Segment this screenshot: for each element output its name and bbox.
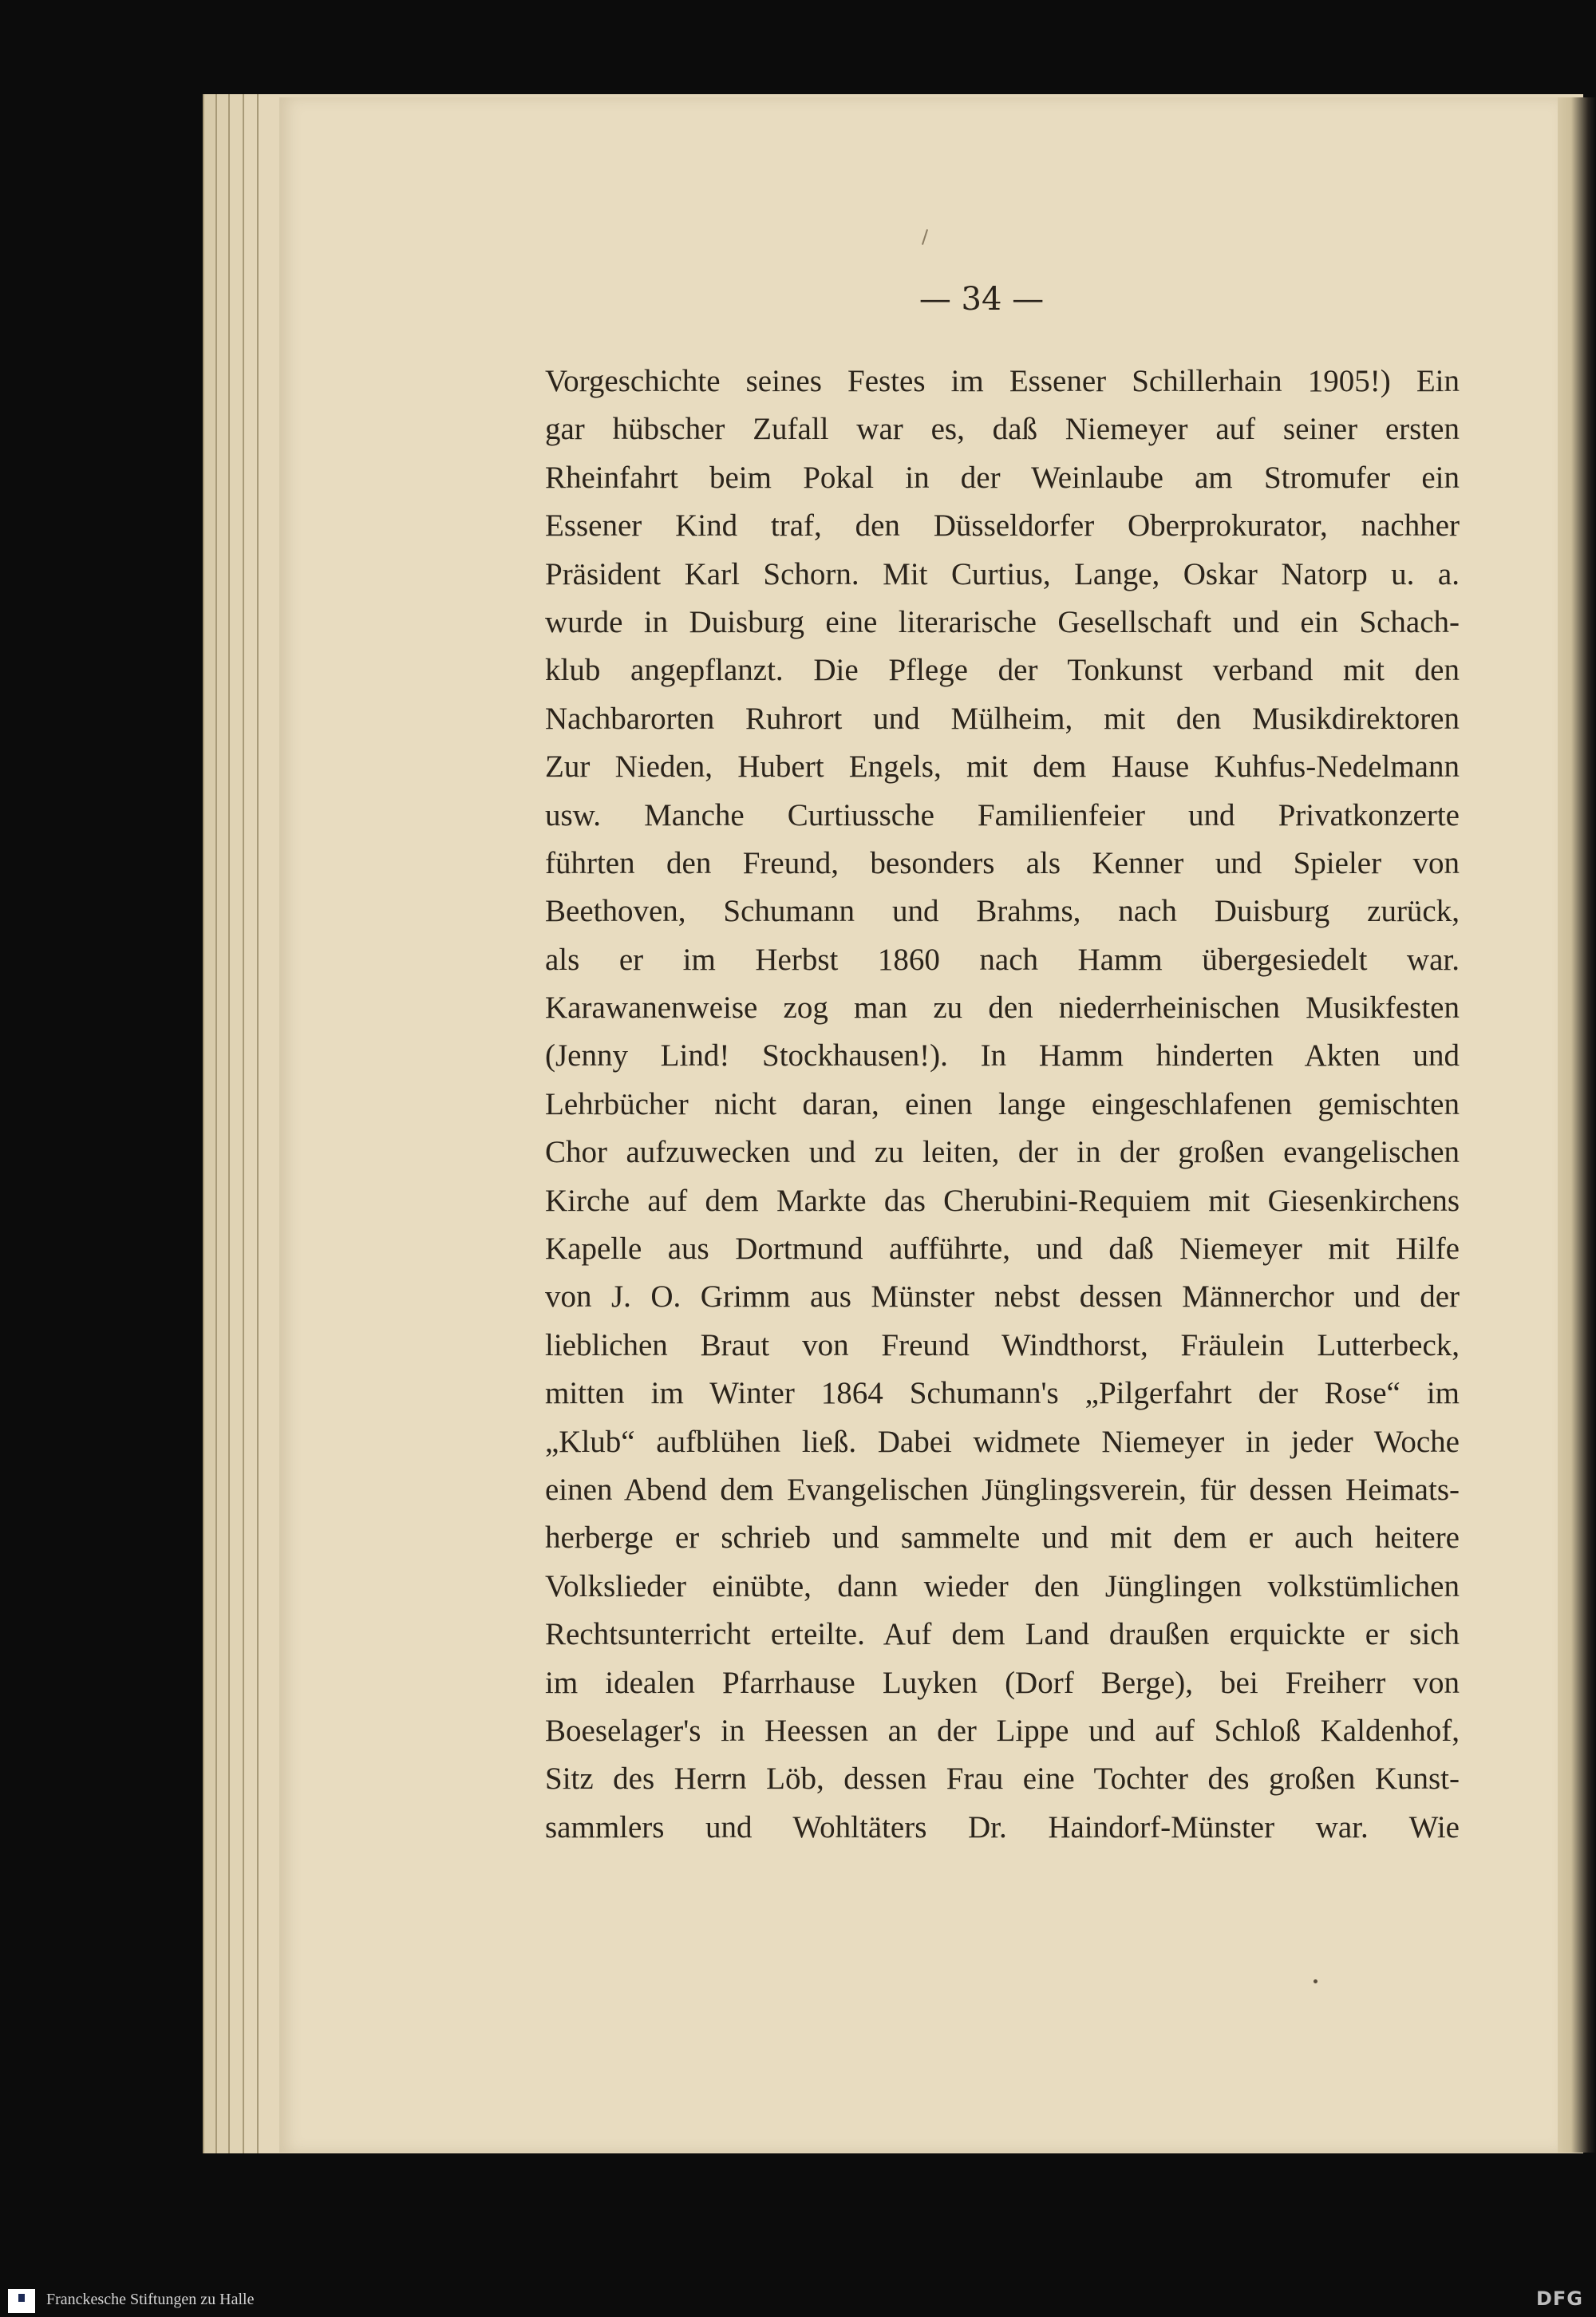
text-line: Zur Nieden, Hubert Engels, mit dem Hause Kuhfus-Nedelmann: [545, 749, 1460, 785]
ink-speck: [1314, 1979, 1317, 1983]
institution-logo-icon: [8, 2289, 35, 2313]
institution-name: Franckesche Stiftungen zu Halle: [46, 2291, 255, 2308]
text-line: führten den Freund, besonders als Kenner und Spieler von: [545, 845, 1460, 880]
text-line: einen Abend dem Evangelischen Jünglingsverein, für dessen Heimats-: [545, 1472, 1460, 1507]
text-line: Nachbarorten Ruhrort und Mülheim, mit den Musikdirektoren: [545, 701, 1460, 736]
text-line: Vorgeschichte seines Festes im Essener Schillerhain 1905!) Ein: [545, 364, 1460, 398]
text-line: Sitz des Herrn Löb, dessen Frau eine Tochter des großen Kunst-: [545, 1761, 1460, 1797]
text-line: Präsident Karl Schorn. Mit Curtius, Lange, Oskar Natorp u. a.: [545, 556, 1460, 591]
text-line: „Klub“ aufblühen ließ. Dabei widmete Niemeyer in jeder Woche: [545, 1424, 1460, 1459]
text-line: Rheinfahrt beim Pokal in der Weinlaube am Stromufer ein: [545, 460, 1460, 495]
footer-bar: [0, 2283, 1596, 2317]
text-line: Essener Kind traf, den Düsseldorfer Oberprokurator, nachher: [545, 508, 1460, 544]
text-line: Kapelle aus Dortmund aufführte, und daß Niemeyer mit Hilfe: [545, 1232, 1460, 1267]
text-line: Chor aufzuwecken und zu leiten, der in der großen evangelischen: [545, 1135, 1460, 1170]
text-line: Kirche auf dem Markte das Cherubini-Requiem mit Giesenkirchens: [545, 1183, 1460, 1218]
text-line: gar hübscher Zufall war es, daß Niemeyer auf seiner ersten: [545, 412, 1460, 447]
text-line: Volkslieder einübte, dann wieder den Jünglingen volkstümlichen: [545, 1568, 1460, 1603]
text-line: Lehrbücher nicht daran, einen lange eingeschlafenen gemischten: [545, 1086, 1460, 1121]
page-number: — 34 —: [918, 281, 1045, 318]
text-line: wurde in Duisburg eine literarische Gesellschaft und ein Schach-: [545, 604, 1460, 639]
text-line: von J. O. Grimm aus Münster nebst dessen Männerchor und der: [545, 1279, 1460, 1315]
text-line: Beethoven, Schumann und Brahms, nach Duisburg zurück,: [545, 894, 1460, 929]
text-line: usw. Manche Curtiussche Familienfeier und Privatkonzerte: [545, 797, 1460, 832]
body-text: [545, 358, 1460, 1852]
text-line: als er im Herbst 1860 nach Hamm übergesiedelt war.: [545, 942, 1460, 977]
text-line: klub angepflanzt. Die Pflege der Tonkunst verband mit den: [545, 653, 1460, 688]
text-line: im idealen Pfarrhause Luyken (Dorf Berge), bei Freiherr von: [545, 1665, 1460, 1700]
text-line: (Jenny Lind! Stockhausen!). In Hamm hinderten Akten und: [545, 1038, 1460, 1073]
text-line: Rechtsunterricht erteilte. Auf dem Land draußen erquickte er sich: [545, 1617, 1460, 1652]
text-line: sammlers und Wohltäters Dr. Haindorf-Münster war. Wie: [545, 1809, 1460, 1845]
book-spine-shadow: [1558, 97, 1596, 2153]
text-line: mitten im Winter 1864 Schumann's „Pilgerfahrt der Rose“ im: [545, 1376, 1460, 1411]
logo-emblem: [18, 2294, 25, 2302]
text-line: Boeselager's in Heessen an der Lippe und auf Schloß Kaldenhof,: [545, 1713, 1460, 1748]
text-line: lieblichen Braut von Freund Windthorst, Fräulein Lutterbeck,: [545, 1327, 1460, 1362]
text-line: herberge er schrieb und sammelte und mit dem er auch heitere: [545, 1520, 1460, 1556]
text-line: Karawanenweise zog man zu den niederrheinischen Musikfesten: [545, 990, 1460, 1026]
dfg-badge: DFG: [1535, 2287, 1583, 2310]
